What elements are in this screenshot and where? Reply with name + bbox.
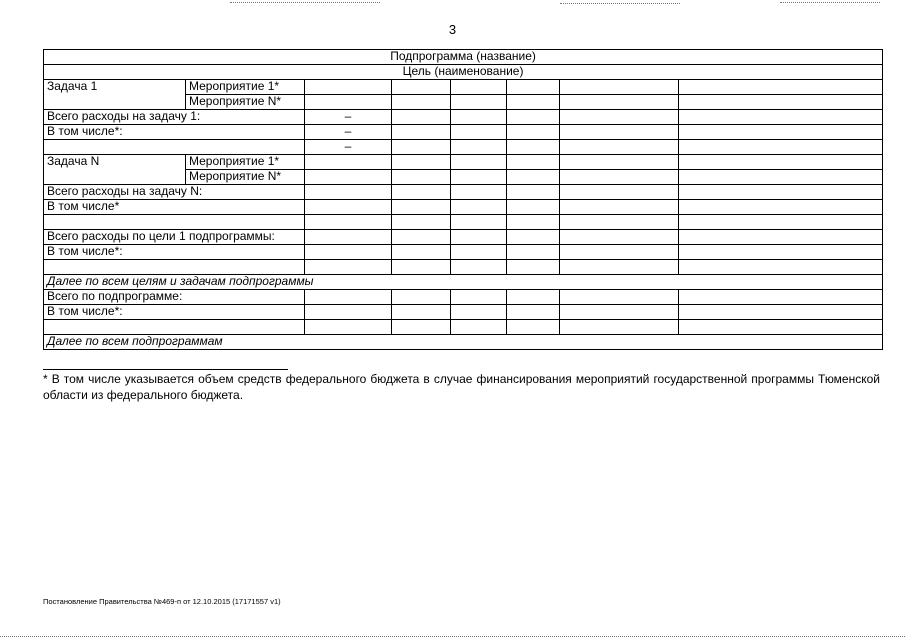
cell <box>560 185 679 200</box>
cell <box>679 305 883 320</box>
cell <box>392 110 451 125</box>
cell <box>507 80 560 95</box>
table-row <box>44 200 883 215</box>
table-row <box>44 140 883 155</box>
cell <box>451 305 507 320</box>
cell <box>679 80 883 95</box>
table-row <box>44 320 883 335</box>
table-row <box>44 50 883 65</box>
cell <box>451 80 507 95</box>
cell <box>451 290 507 305</box>
cell <box>451 95 507 110</box>
cell <box>451 320 507 335</box>
cell <box>44 140 305 155</box>
cell <box>560 170 679 185</box>
cell <box>507 95 560 110</box>
table-row <box>44 185 883 200</box>
table-row <box>44 245 883 260</box>
cell <box>507 215 560 230</box>
cell <box>560 290 679 305</box>
table-row <box>44 335 883 350</box>
table-row <box>44 80 883 95</box>
cell <box>392 260 451 275</box>
cell <box>679 140 883 155</box>
cell <box>679 320 883 335</box>
cell <box>679 290 883 305</box>
cell <box>44 260 305 275</box>
cell <box>305 260 392 275</box>
cell <box>305 305 392 320</box>
cell <box>451 260 507 275</box>
table-row <box>44 275 883 290</box>
cell <box>451 140 507 155</box>
taskN-label: Задача N <box>44 155 186 185</box>
cell <box>451 155 507 170</box>
task1-total: Всего расходы на задачу 1: <box>44 110 305 125</box>
cell <box>451 200 507 215</box>
cell <box>507 320 560 335</box>
cell <box>560 230 679 245</box>
cell <box>679 155 883 170</box>
taskN-total: Всего расходы на задачу N: <box>44 185 305 200</box>
cell <box>392 230 451 245</box>
scan-artifact-top <box>230 2 380 3</box>
cell <box>679 185 883 200</box>
task1-label: Задача 1 <box>44 80 186 110</box>
cell <box>451 185 507 200</box>
cell <box>392 170 451 185</box>
dash-cell: – <box>305 140 392 155</box>
cell <box>560 155 679 170</box>
dash-cell: – <box>305 110 392 125</box>
task1-activity1: Мероприятие 1* <box>186 80 305 95</box>
cell <box>679 95 883 110</box>
task1-including: В том числе*: <box>44 125 305 140</box>
cell <box>560 140 679 155</box>
cell <box>560 125 679 140</box>
cell <box>451 230 507 245</box>
cell <box>305 185 392 200</box>
goal-title-cell: Цель (наименование) <box>44 65 883 80</box>
cell <box>560 110 679 125</box>
cell <box>507 110 560 125</box>
cell <box>679 110 883 125</box>
footnote-divider <box>43 369 288 370</box>
table-row <box>44 215 883 230</box>
cell <box>560 245 679 260</box>
cell <box>507 185 560 200</box>
taskN-activityN: Мероприятие N* <box>186 170 305 185</box>
program-including: В том числе*: <box>44 305 305 320</box>
cell <box>679 125 883 140</box>
cell <box>305 290 392 305</box>
cell <box>451 245 507 260</box>
cell <box>507 305 560 320</box>
table-row <box>44 110 883 125</box>
program-title-cell: Подпрограмма (название) <box>44 50 883 65</box>
cell <box>507 170 560 185</box>
table-row <box>44 290 883 305</box>
cell <box>507 230 560 245</box>
cell <box>507 140 560 155</box>
goal1-total: Всего расходы по цели 1 подпрограммы: <box>44 230 305 245</box>
goal1-including: В том числе*: <box>44 245 305 260</box>
cell <box>451 170 507 185</box>
table-row <box>44 125 883 140</box>
cell <box>560 200 679 215</box>
cell <box>392 320 451 335</box>
cell <box>507 245 560 260</box>
cell <box>560 305 679 320</box>
cell <box>679 200 883 215</box>
further-goals-row: Далее по всем целям и задачам подпрограммы <box>44 275 883 290</box>
cell <box>451 110 507 125</box>
further-programs-row: Далее по всем подпрограммам <box>44 335 883 350</box>
cell <box>392 125 451 140</box>
dash-cell: – <box>305 125 392 140</box>
cell <box>392 155 451 170</box>
program-total: Всего по подпрограмме: <box>44 290 305 305</box>
cell <box>560 215 679 230</box>
cell <box>305 200 392 215</box>
cell <box>305 245 392 260</box>
footnote: * В том числе указывается объем средств федерального бюджета в случае финансирования мероприятий государственной программы Тюменской области из федерального бюджета. <box>43 372 880 402</box>
cell <box>305 215 392 230</box>
cell <box>305 95 392 110</box>
cell <box>679 230 883 245</box>
table-row <box>44 260 883 275</box>
cell <box>305 230 392 245</box>
cell <box>44 215 305 230</box>
page-number: 3 <box>448 22 457 37</box>
cell <box>679 245 883 260</box>
cell <box>392 200 451 215</box>
cell <box>392 140 451 155</box>
cell <box>392 185 451 200</box>
cell <box>392 305 451 320</box>
scan-artifact-top <box>780 2 880 3</box>
cell <box>560 95 679 110</box>
cell <box>392 95 451 110</box>
taskN-including: В том числе* <box>44 200 305 215</box>
scan-artifact-top <box>560 3 680 4</box>
cell <box>679 260 883 275</box>
cell <box>679 215 883 230</box>
cell <box>392 245 451 260</box>
cell <box>44 320 305 335</box>
cell <box>679 170 883 185</box>
cell <box>560 260 679 275</box>
cell <box>305 80 392 95</box>
cell <box>305 320 392 335</box>
cell <box>507 260 560 275</box>
cell <box>451 125 507 140</box>
cell <box>507 125 560 140</box>
scan-artifact-bottom <box>0 636 905 637</box>
document-footer: Постановление Правительства №469-п от 12.10.2015 (17171557 v1) <box>43 597 281 606</box>
table-row <box>44 65 883 80</box>
cell <box>507 155 560 170</box>
cell <box>507 200 560 215</box>
cell <box>305 170 392 185</box>
cell <box>392 215 451 230</box>
task1-activityN: Мероприятие N* <box>186 95 305 110</box>
budget-table <box>43 49 883 350</box>
table-row <box>44 305 883 320</box>
cell <box>451 215 507 230</box>
table-row <box>44 155 883 170</box>
cell <box>560 320 679 335</box>
taskN-activity1: Мероприятие 1* <box>186 155 305 170</box>
cell <box>392 290 451 305</box>
cell <box>392 80 451 95</box>
cell <box>507 290 560 305</box>
cell <box>305 155 392 170</box>
cell <box>560 80 679 95</box>
table-row <box>44 230 883 245</box>
